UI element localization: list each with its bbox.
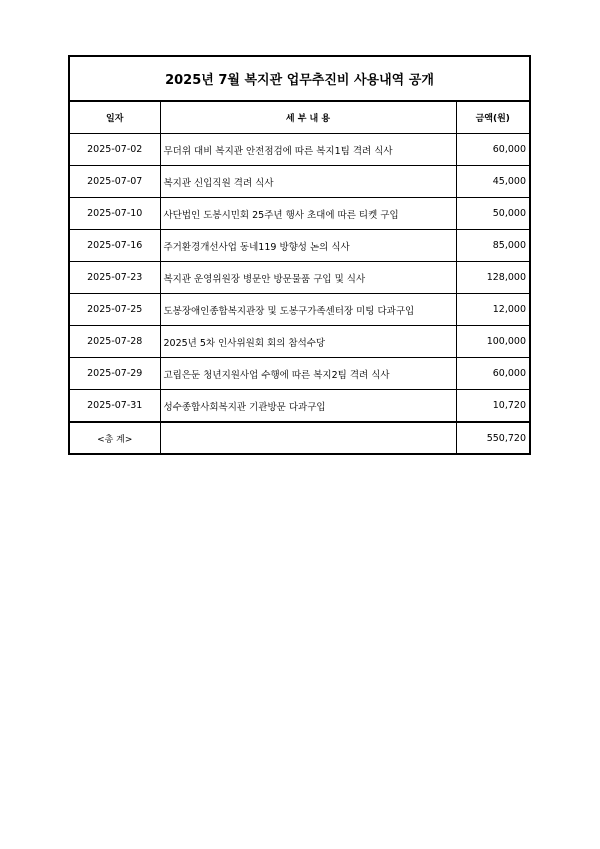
row-date: 2025-07-29 <box>69 358 160 390</box>
row-date: 2025-07-25 <box>69 294 160 326</box>
table-row <box>69 294 530 326</box>
header-amount: 금액(원) <box>456 101 530 134</box>
row-amount: 12,000 <box>456 294 530 326</box>
row-date: 2025-07-07 <box>69 166 160 198</box>
row-description: 무더위 대비 복지관 안전점검에 따른 복지1팀 격려 식사 <box>160 134 456 166</box>
table-row <box>69 262 530 294</box>
total-row <box>69 422 530 454</box>
expense-table <box>68 55 531 455</box>
table-row <box>69 230 530 262</box>
table-body <box>69 134 530 423</box>
header-date: 일자 <box>69 101 160 134</box>
table-row <box>69 326 530 358</box>
table-row <box>69 198 530 230</box>
row-description: 성수종합사회복지관 기관방문 다과구입 <box>160 390 456 423</box>
row-description: 복지관 운영위원장 병문안 방문물품 구입 및 식사 <box>160 262 456 294</box>
row-description: 도봉장애인종합복지관장 및 도봉구가족센터장 미팅 다과구입 <box>160 294 456 326</box>
total-amount: 550,720 <box>456 422 530 454</box>
row-date: 2025-07-31 <box>69 390 160 423</box>
row-description: 복지관 신입직원 격려 식사 <box>160 166 456 198</box>
total-label: <총 계> <box>69 422 160 454</box>
header-row <box>69 101 530 134</box>
row-description: 고립은둔 청년지원사업 수행에 따른 복지2팀 격려 식사 <box>160 358 456 390</box>
row-amount: 10,720 <box>456 390 530 423</box>
row-date: 2025-07-10 <box>69 198 160 230</box>
row-amount: 50,000 <box>456 198 530 230</box>
row-description: 주거환경개선사업 동네119 방향성 논의 식사 <box>160 230 456 262</box>
row-amount: 60,000 <box>456 358 530 390</box>
row-amount: 128,000 <box>456 262 530 294</box>
document-title: 2025년 7월 복지관 업무추진비 사용내역 공개 <box>69 56 530 101</box>
row-date: 2025-07-23 <box>69 262 160 294</box>
row-date: 2025-07-16 <box>69 230 160 262</box>
row-description: 2025년 5차 인사위원회 회의 참석수당 <box>160 326 456 358</box>
row-date: 2025-07-02 <box>69 134 160 166</box>
row-description: 사단법인 도봉시민회 25주년 행사 초대에 따른 티켓 구입 <box>160 198 456 230</box>
total-description <box>160 422 456 454</box>
row-amount: 45,000 <box>456 166 530 198</box>
row-amount: 60,000 <box>456 134 530 166</box>
row-amount: 100,000 <box>456 326 530 358</box>
row-date: 2025-07-28 <box>69 326 160 358</box>
table-row <box>69 134 530 166</box>
row-amount: 85,000 <box>456 230 530 262</box>
table-row <box>69 166 530 198</box>
table-row <box>69 358 530 390</box>
header-description: 세 부 내 용 <box>160 101 456 134</box>
table-row <box>69 390 530 423</box>
title-row <box>69 56 530 101</box>
